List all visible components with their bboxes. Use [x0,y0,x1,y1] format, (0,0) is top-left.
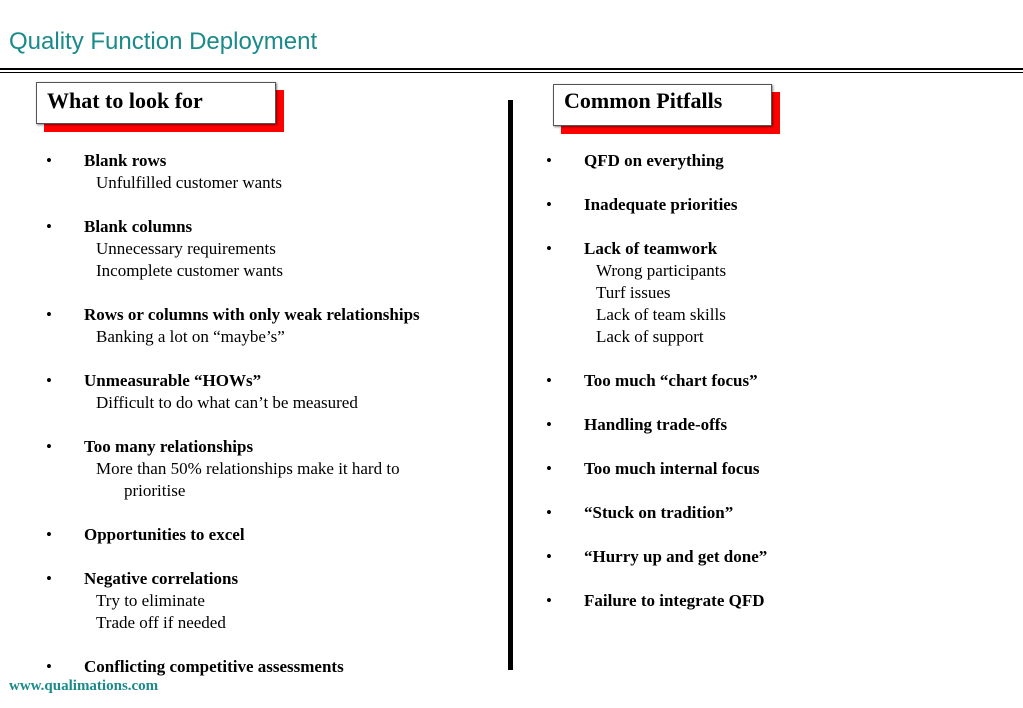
item-detail: Difficult to do what can’t be measured [96,393,358,412]
item-detail: Unfulfilled customer wants [96,173,283,192]
bullet-icon: • [46,151,52,170]
item-detail: Lack of team skills [596,305,726,324]
list-item [546,502,1006,524]
list-item [46,436,496,502]
item-heading: Negative correlations [84,569,239,588]
right-heading-box [553,84,772,126]
item-heading: Too many relationships [84,437,254,456]
left-heading-box [36,82,276,124]
list-item [546,546,1006,568]
bullet-icon: • [46,569,52,588]
list-item [546,414,1006,436]
item-heading: Conflicting competitive assessments [84,657,344,676]
list-item [46,216,496,282]
item-heading: Too much “chart focus” [584,371,758,390]
bullet-icon: • [46,657,52,676]
item-heading: Handling trade-offs [584,415,728,434]
item-detail: Trade off if needed [96,613,226,632]
item-detail: Lack of support [596,327,704,346]
bullet-icon: • [46,217,52,236]
item-heading: QFD on everything [584,151,724,170]
bullet-icon: • [46,437,52,456]
bullet-icon: • [546,547,552,566]
bullet-icon: • [46,525,52,544]
footer-url: www.qualimations.com [9,678,159,694]
item-heading: Lack of teamwork [584,239,718,258]
item-heading: Rows or columns with only weak relationships [84,305,420,324]
bullet-icon: • [546,503,552,522]
item-heading: Unmeasurable “HOWs” [84,371,262,390]
bullet-icon: • [546,239,552,258]
left-heading: What to look for [47,88,203,113]
page-title: Quality Function Deployment [9,28,318,55]
list-item [546,150,1006,172]
item-detail: Turf issues [596,283,671,302]
right-list [546,150,1006,634]
list-item [46,524,496,546]
item-detail: Try to eliminate [96,591,205,610]
item-detail: Unnecessary requirements [96,239,276,258]
list-item [46,656,496,678]
item-heading: Blank columns [84,217,193,236]
item-heading: Inadequate priorities [584,195,738,214]
bullet-icon: • [546,459,552,478]
item-heading: “Stuck on tradition” [584,503,734,522]
item-detail: More than 50% relationships make it hard to [96,459,400,478]
list-item [546,238,1006,348]
list-item [546,590,1006,612]
bullet-icon: • [546,591,552,610]
list-item [546,370,1006,392]
title-rule-thin [0,72,1023,73]
item-detail: Incomplete customer wants [96,261,283,280]
bullet-icon: • [46,371,52,390]
list-item [46,150,496,194]
item-detail: Banking a lot on “maybe’s” [96,327,285,346]
bullet-icon: • [546,195,552,214]
item-heading: Failure to integrate QFD [584,591,765,610]
bullet-icon: • [46,305,52,324]
item-heading: Blank rows [84,151,167,170]
bullet-icon: • [546,371,552,390]
item-detail-continuation: prioritise [124,481,186,500]
bullet-icon: • [546,415,552,434]
list-item [546,194,1006,216]
right-heading: Common Pitfalls [564,88,723,113]
item-detail: Wrong participants [596,261,727,280]
list-item [46,370,496,414]
column-divider [508,100,513,670]
item-heading: Too much internal focus [584,459,760,478]
list-item [46,568,496,634]
item-heading: “Hurry up and get done” [584,547,768,566]
left-list [46,150,496,700]
item-heading: Opportunities to excel [84,525,245,544]
title-rule-thick [0,68,1023,70]
bullet-icon: • [546,151,552,170]
list-item [46,304,496,348]
list-item [546,458,1006,480]
